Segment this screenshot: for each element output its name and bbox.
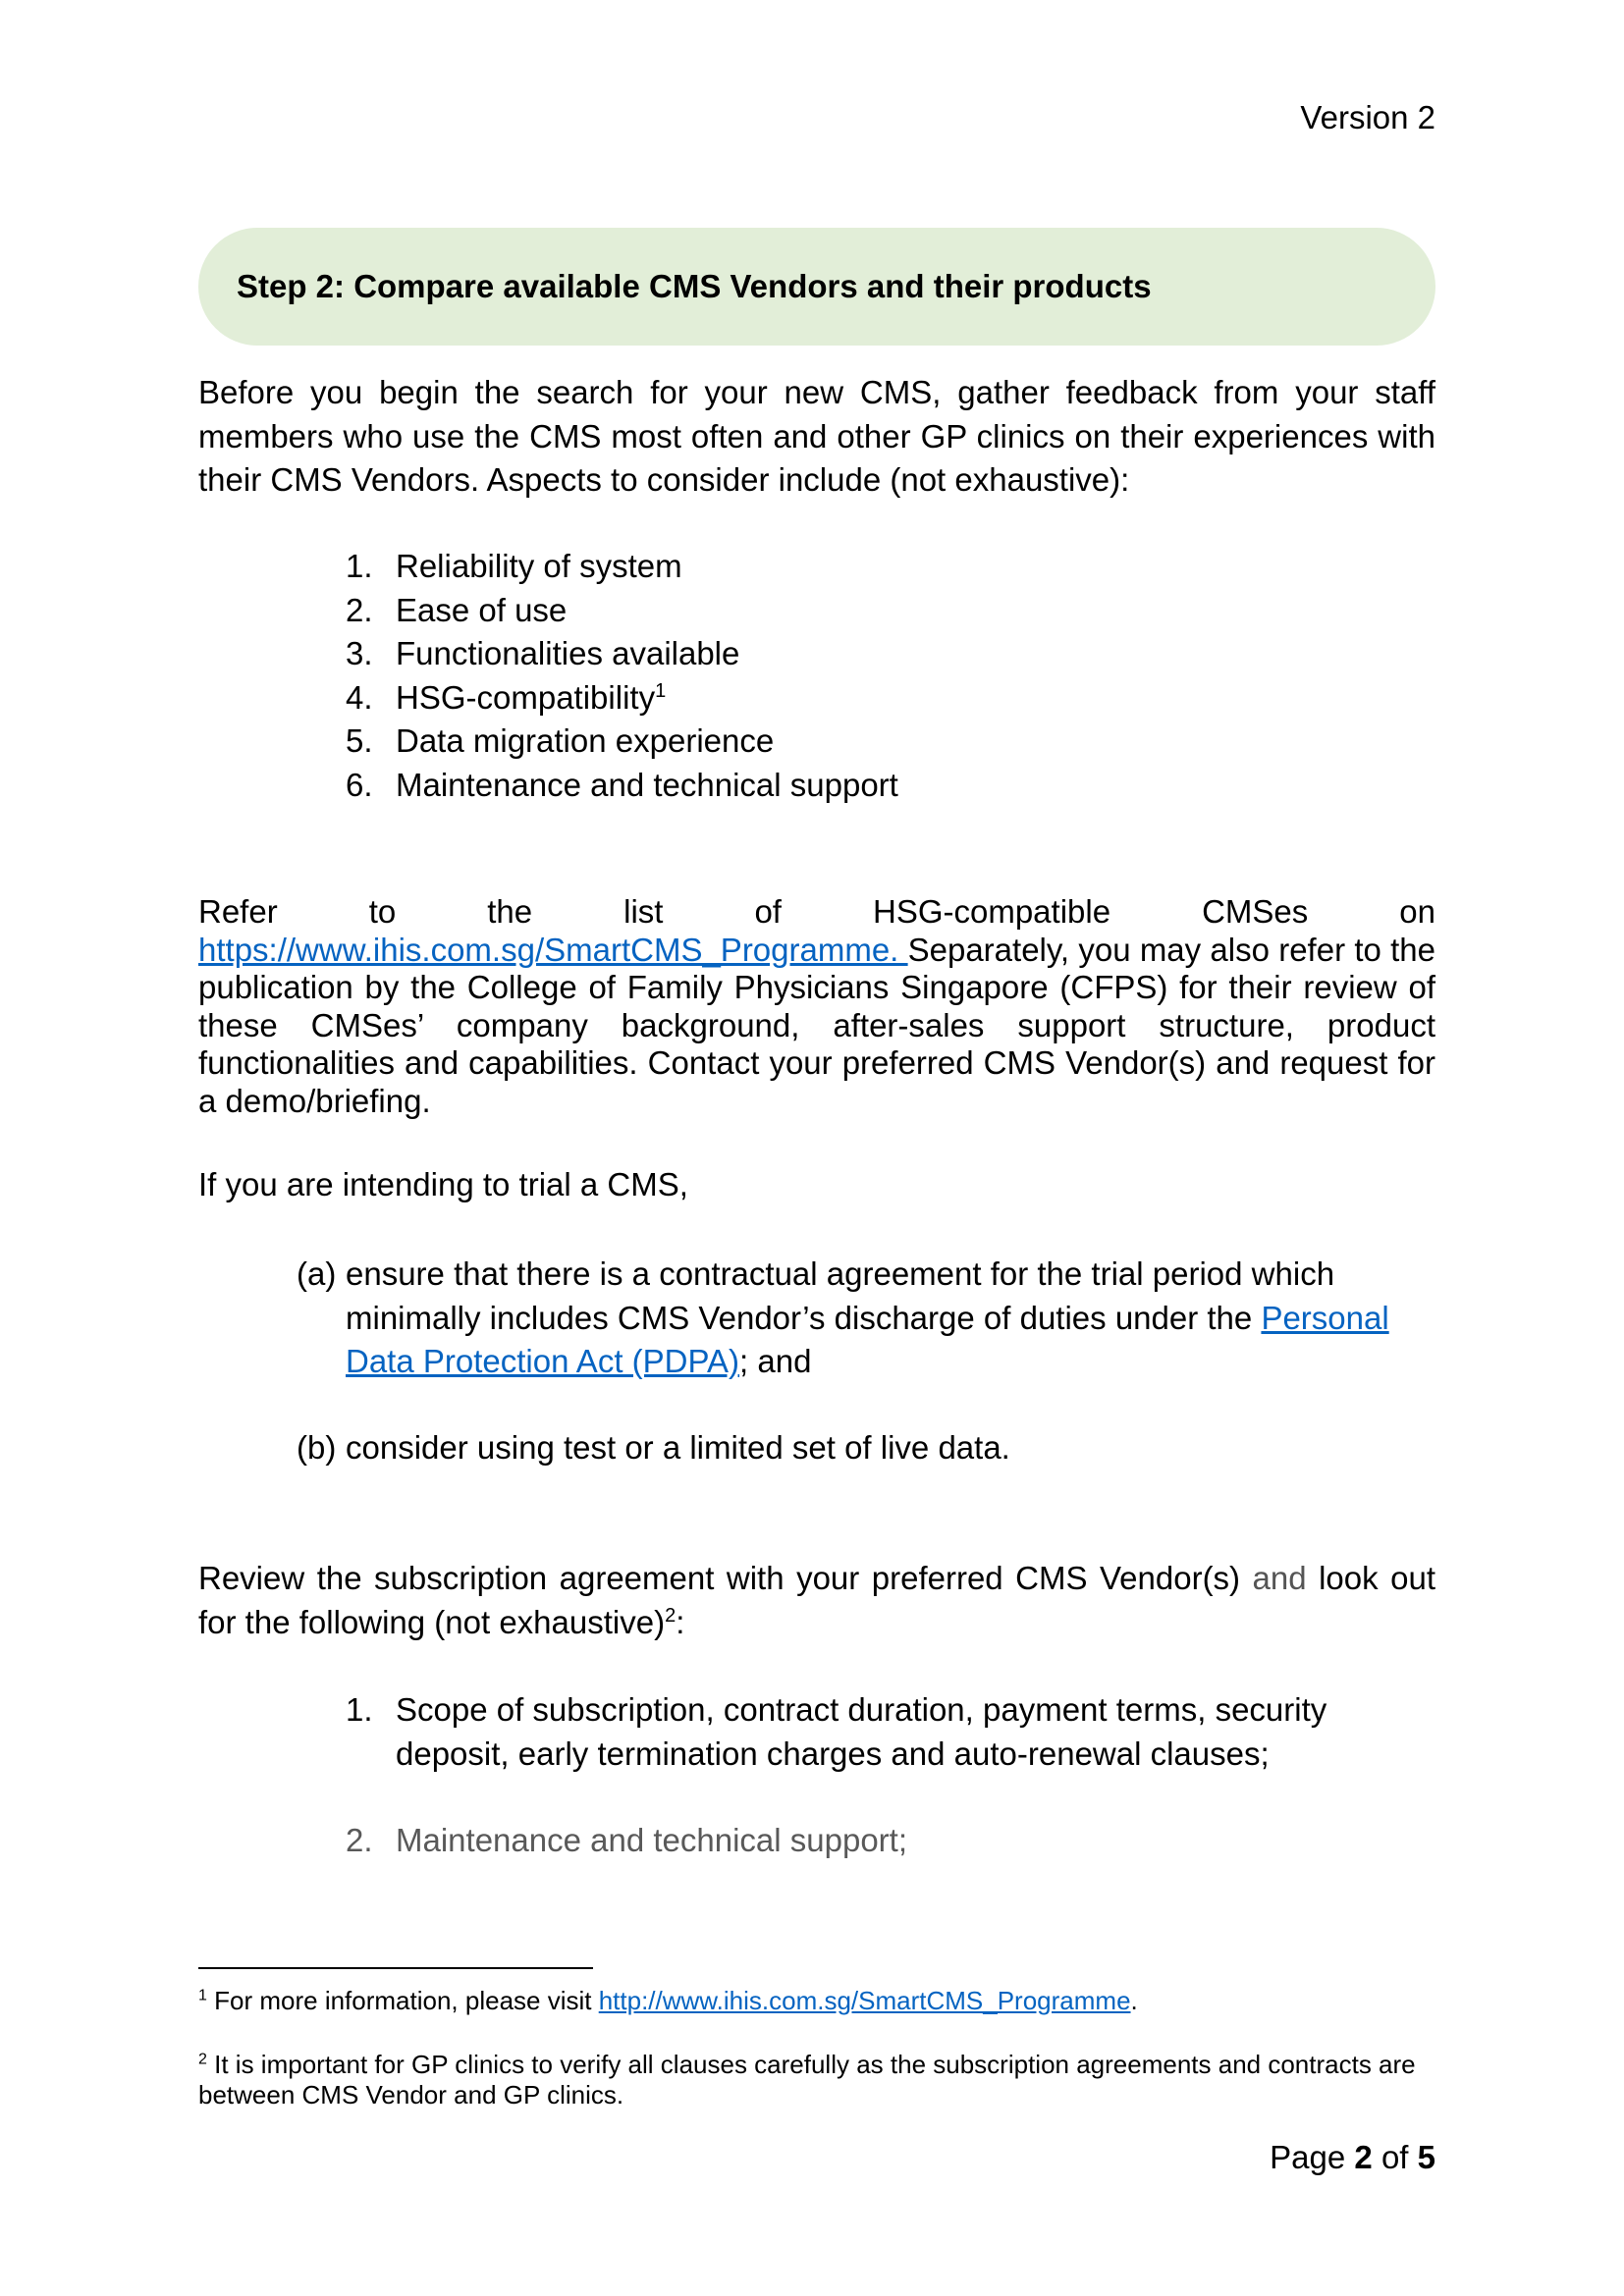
footnote-ref-2[interactable]: 2 [665, 1604, 677, 1627]
list-item [346, 720, 898, 764]
footnote-end: . [1130, 1986, 1138, 2015]
word: CMSes [1202, 893, 1309, 930]
review-paragraph [198, 1557, 1435, 1644]
word: of [754, 893, 782, 930]
list-text: Reliability of system [396, 548, 682, 584]
footnote-1 [198, 1986, 1435, 2016]
pager-prefix: Page [1270, 2139, 1355, 2175]
item-text-after: ; and [739, 1343, 812, 1379]
list-item [346, 764, 898, 808]
pager-mid: of [1372, 2139, 1418, 2175]
word: to [368, 893, 397, 930]
review-text-grey: and [1252, 1560, 1307, 1596]
list-text: HSG-compatibility [396, 678, 656, 716]
list-item [346, 676, 898, 721]
trial-item-b [297, 1426, 1435, 1470]
item-label: (b) [297, 1429, 337, 1466]
refer-first-line [198, 893, 1435, 932]
list-item [346, 589, 898, 633]
item-text: ensure that there is a contractual agreement for the trial period which minimally includes CMS Vendor’s discharge of duties under the [346, 1255, 1335, 1336]
list-item [346, 632, 898, 676]
word: list [623, 893, 664, 930]
word: on [1399, 893, 1435, 930]
word: the [487, 893, 533, 930]
footnote-ref-1[interactable]: 1 [655, 679, 667, 702]
list-text: Data migration experience [396, 722, 775, 759]
trial-item-a [297, 1253, 1435, 1384]
pdpa-link[interactable]: Personal Data Protection Act (PDPA) [346, 1299, 1389, 1379]
item-label: (a) [297, 1255, 337, 1292]
review-item [346, 1688, 1357, 1776]
list-number: 3. [346, 635, 373, 671]
item-text: consider using test or a limited set of live data. [346, 1429, 1010, 1466]
list-text: Maintenance and technical support; [396, 1822, 908, 1858]
refer-paragraph [198, 893, 1435, 1120]
list-text: Maintenance and technical support [396, 766, 898, 803]
page-number [1270, 2138, 1435, 2177]
footnote-link[interactable]: http://www.ihis.com.sg/SmartCMS_Programme [598, 1986, 1131, 2015]
list-number: 2. [346, 1822, 373, 1858]
list-number: 4. [346, 678, 373, 716]
word: Refer [198, 893, 278, 930]
refer-rest: Separately, you may also refer to the publication by the College of Family Physicians Singapore (CFPS) for their review of these CMSes’ company background, after-sales support structure, product functionalities and capabilities. Contact your preferred CMS Vendor(s) and request for a demo/briefing. [198, 931, 1435, 1119]
refer-body [198, 932, 1435, 1121]
footnote-text: It is important for GP clinics to verify all clauses carefully as the subscription agreements and contracts are between CMS Vendor and GP clinics. [198, 2050, 1416, 2109]
list-number: 2. [346, 591, 373, 628]
trial-intro: If you are intending to trial a CMS, [198, 1166, 688, 1202]
list-number: 1. [346, 1691, 373, 1728]
review-item [346, 1819, 1357, 1863]
footnote-number: 1 [198, 1987, 207, 2004]
smartcms-link[interactable]: https://www.ihis.com.sg/SmartCMS_Programme. [198, 931, 908, 968]
review-text: Review the subscription agreement with your preferred CMS Vendor(s) [198, 1560, 1253, 1596]
review-end: : [676, 1603, 685, 1640]
aspects-list [346, 545, 898, 807]
total-pages: 5 [1417, 2139, 1435, 2175]
version-label: Version 2 [1300, 99, 1435, 135]
footnote-number: 2 [198, 2051, 207, 2068]
intro-paragraph: Before you begin the search for your new CMS, gather feedback from your staff members who use the CMS most often and other GP clinics on their experiences with their CMS Vendors. Aspects to consider include (not exhaustive): [198, 374, 1435, 498]
list-number: 5. [346, 722, 373, 759]
current-page: 2 [1354, 2139, 1373, 2175]
footnote-text: For more information, please visit [206, 1986, 599, 2015]
list-number: 1. [346, 548, 373, 584]
review-text: look out for the following (not exhaustive) [198, 1560, 1436, 1640]
footnote-separator [198, 1967, 593, 1969]
step-title: Step 2: Compare available CMS Vendors and their products [237, 268, 1152, 304]
list-text: Functionalities available [396, 635, 740, 671]
footnote-2 [198, 2050, 1435, 2110]
word: HSG-compatible [872, 893, 1111, 930]
list-number: 6. [346, 766, 373, 803]
list-text: Scope of subscription, contract duration, payment terms, security deposit, early termination charges and auto-renewal clauses; [396, 1691, 1327, 1772]
list-item [346, 545, 898, 589]
list-text: Ease of use [396, 591, 568, 628]
